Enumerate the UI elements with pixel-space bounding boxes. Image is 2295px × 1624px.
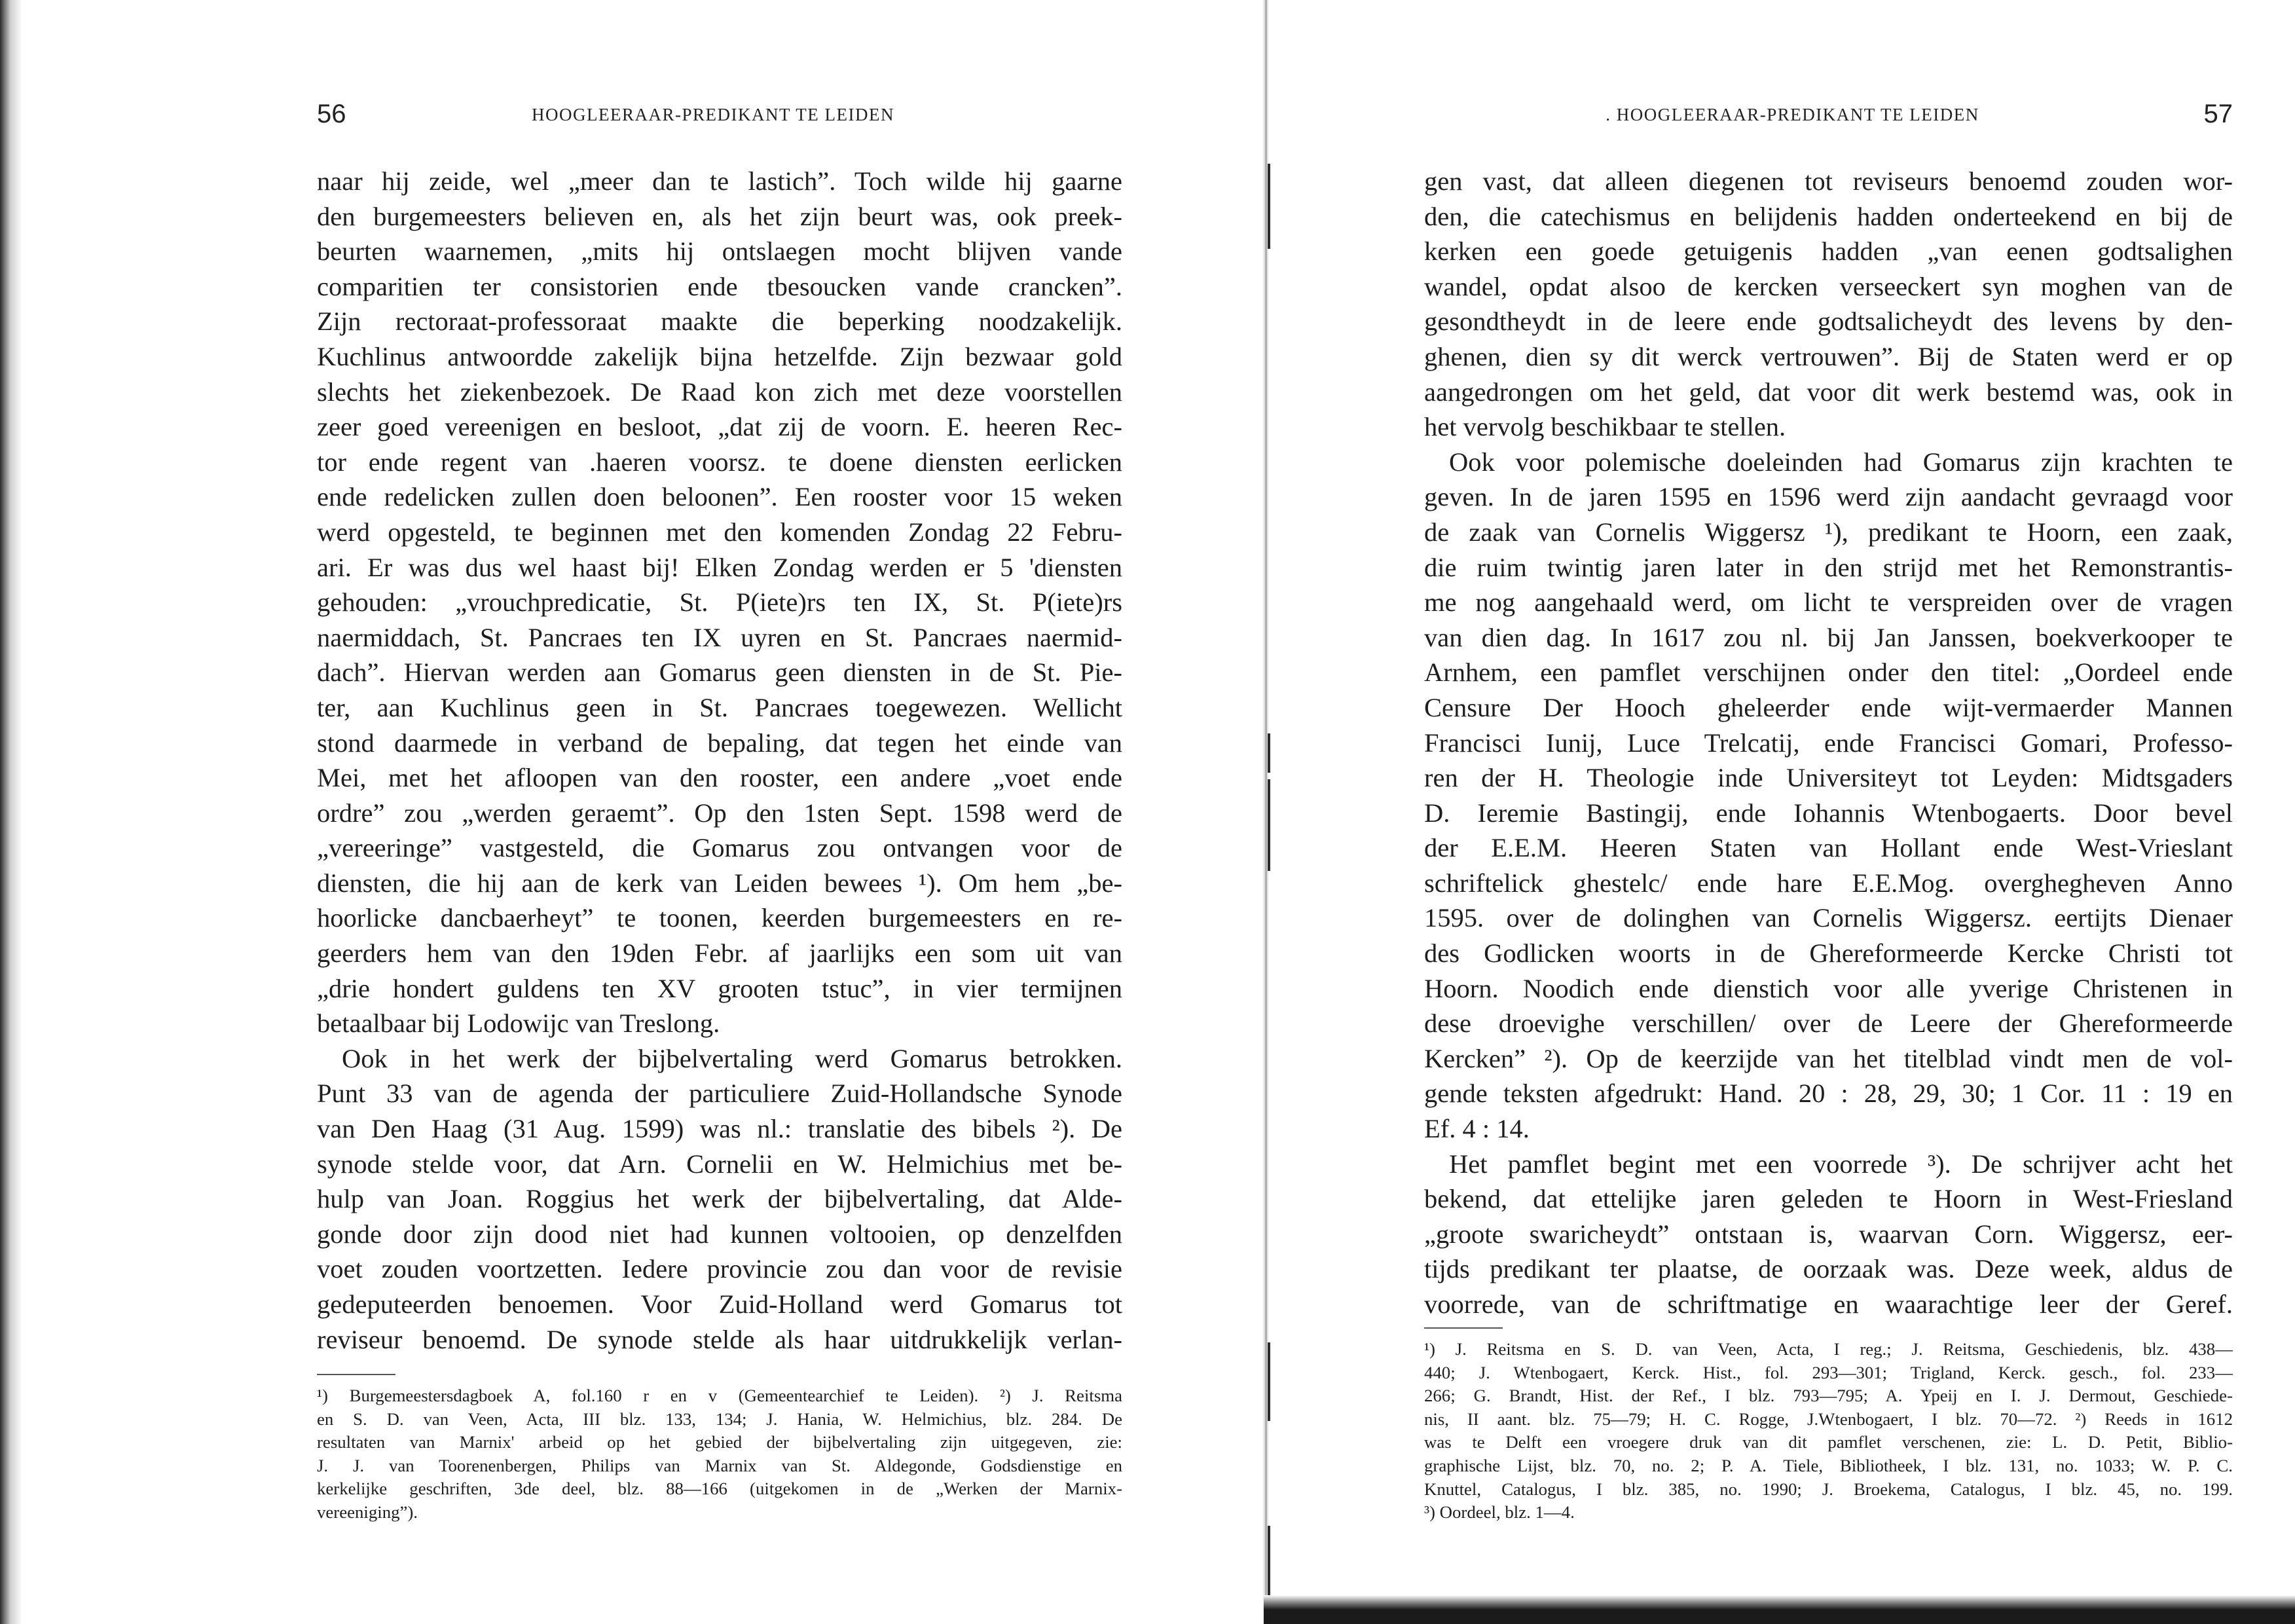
text-line: de zaak van Cornelis Wiggersz ¹), predikant te Hoorn, een zaak, bbox=[1424, 517, 2233, 547]
right-page bbox=[1424, 0, 2233, 1624]
text-line: ende redelicken zullen doen beloonen”. Een rooster voor 15 weken bbox=[317, 482, 1122, 512]
footnote-line: 440; J. Wtenbogaert, Kerck. Hist., fol. 293—301; Trigland, Kerck. gesch., fol. 233— bbox=[1424, 1362, 2233, 1382]
text-line: Zijn rectoraat-professoraat maakte die beperking noodzakelijk. bbox=[317, 306, 1122, 337]
footnote-line: J. J. van Toorenenbergen, Philips van Marnix van St. Aldegonde, Godsdienstige en bbox=[317, 1455, 1122, 1475]
footnote-line: nis, II aant. blz. 75—79; H. C. Rogge, J.Wtenbogaert, I blz. 70—72. ²) Reeds in 1612 bbox=[1424, 1409, 2233, 1429]
text-line: geerders hem van den 19den Febr. af jaarlijks een som uit van bbox=[317, 938, 1122, 969]
text-line: gesondtheydt in de leere ende godtsalicheydt des levens by den- bbox=[1424, 306, 2233, 337]
gutter-mark bbox=[1268, 779, 1270, 871]
text-line: Ook voor polemische doeleinden had Gomarus zijn krachten te bbox=[1449, 447, 2233, 477]
text-line: 1595. over de dolinghen van Cornelis Wiggersz. eertijts Dienaer bbox=[1424, 903, 2233, 933]
gutter-mark bbox=[1268, 733, 1270, 773]
text-line: hoorlicke dancbaerheyt” te toonen, keerden burgemeesters en re- bbox=[317, 903, 1122, 933]
text-line: hulp van Joan. Roggius het werk der bijbelvertaling, dat Alde- bbox=[317, 1184, 1122, 1214]
text-line: tor ende regent van .haeren voorsz. te doene diensten eerlicken bbox=[317, 447, 1122, 477]
footnote-separator bbox=[317, 1374, 395, 1375]
text-line: ter, aan Kuchlinus geen in St. Pancraes toegewezen. Wellicht bbox=[317, 692, 1122, 722]
text-line: „drie hondert guldens ten XV grooten tstuc”, in vier termijnen bbox=[317, 973, 1122, 1003]
text-line: gedeputeerden benoemen. Voor Zuid-Holland werd Gomarus tot bbox=[317, 1289, 1122, 1319]
text-line: van dien dag. In 1617 zou nl. bij Jan Janssen, boekverkooper te bbox=[1424, 622, 2233, 652]
footnote-line: graphische Lijst, blz. 70, no. 2; P. A. Tiele, Bibliotheek, I blz. 131, no. 1033; W. P. C. bbox=[1424, 1455, 2233, 1475]
text-line: werd opgesteld, te beginnen met den komenden Zondag 22 Febru- bbox=[317, 517, 1122, 547]
text-line: Ef. 4 : 14. bbox=[1424, 1114, 1530, 1144]
text-line: Hoorn. Noodich ende dienstich voor alle yverige Christenen in bbox=[1424, 973, 2233, 1003]
footnote-line: ³) Oordeel, blz. 1—4. bbox=[1424, 1502, 1575, 1522]
text-line: voorrede, van de schriftmatige en waarachtige leer der Geref. bbox=[1424, 1289, 2233, 1319]
left-page bbox=[317, 0, 1122, 1624]
scan-left-edge-shadow bbox=[0, 0, 22, 1624]
footnote-line: was te Delft een vroegere druk van dit pamflet verschenen, zie: L. D. Petit, Biblio- bbox=[1424, 1432, 2233, 1452]
text-line: gonde door zijn dood niet had kunnen voltooien, op denzelfden bbox=[317, 1219, 1122, 1249]
text-line: „groote swaricheydt” ontstaan is, waarvan Corn. Wiggersz, eer- bbox=[1424, 1219, 2233, 1249]
text-line: me nog aangehaald werd, om licht te verspreiden over de vragen bbox=[1424, 587, 2233, 618]
text-line: Kuchlinus antwoordde zakelijk bijna hetzelfde. Zijn bezwaar gold bbox=[317, 341, 1122, 371]
text-line: bekend, dat ettelijke jaren geleden te Hoorn in West-Friesland bbox=[1424, 1184, 2233, 1214]
text-line: dese droevighe verschillen/ over de Leere der Ghereformeerde bbox=[1424, 1008, 2233, 1039]
footnote-line: kerkelijke geschriften, 3de deel, blz. 88—166 (uitgekomen in de „Werken der Marnix- bbox=[317, 1479, 1122, 1499]
text-line: Francisci Iunij, Luce Trelcatij, ende Francisci Gomari, Professo- bbox=[1424, 728, 2233, 758]
text-line: dach”. Hiervan werden aan Gomarus geen diensten in de St. Pie- bbox=[317, 657, 1122, 688]
gutter-mark bbox=[1268, 164, 1270, 249]
text-line: geven. In de jaren 1595 en 1596 werd zijn aandacht gevraagd voor bbox=[1424, 482, 2233, 512]
text-line: schriftelick ghestelc/ ende hare E.E.Mog. overgheghеven Anno bbox=[1424, 868, 2233, 898]
left-running-title: HOOGLEERAAR-PREDIKANT TE LEIDEN bbox=[532, 105, 894, 124]
text-line: gende teksten afgedrukt: Hand. 20 : 28, 29, 30; 1 Cor. 11 : 19 en bbox=[1424, 1079, 2233, 1109]
text-line: den, die catechismus en belijdenis hadden onderteekend en bij de bbox=[1424, 201, 2233, 231]
text-line: wandel, opdat alsoo de kercken verseeckert syn moghen van de bbox=[1424, 271, 2233, 301]
text-line: Kercken” ²). Op de keerzijde van het titelblad vindt men de vol- bbox=[1424, 1043, 2233, 1073]
right-running-title: . HOOGLEERAAR-PREDIKANT TE LEIDEN bbox=[1606, 105, 1979, 124]
right-running-head bbox=[1424, 100, 2233, 139]
text-line: kerken een goede getuigenis hadden „van eenen godtsalighen bbox=[1424, 236, 2233, 267]
right-page-number: 57 bbox=[2203, 100, 2233, 128]
text-line: synode stelde voor, dat Arn. Cornelii en W. Helmichius met be- bbox=[317, 1149, 1122, 1179]
text-line: voet zouden voortzetten. Iedere provincie zou dan voor de revisie bbox=[317, 1254, 1122, 1284]
text-line: ren der H. Theologie inde Universiteyt tot Leyden: Midtsgaders bbox=[1424, 763, 2233, 793]
footnote-line: 266; G. Brandt, Hist. der Ref., I blz. 793—795; A. Ypeij en I. J. Dermout, Geschiede- bbox=[1424, 1386, 2233, 1406]
text-line: Arnhem, een pamflet verschijnen onder den titel: „Oordeel ende bbox=[1424, 657, 2233, 688]
left-page-number: 56 bbox=[317, 100, 346, 128]
text-line: diensten, die hij aan de kerk van Leiden bewees ¹). Om hem „be- bbox=[317, 868, 1122, 898]
text-line: gehouden: „vrouchpredicatie, St. P(iete)rs ten IX, St. P(iete)rs bbox=[317, 587, 1122, 618]
text-line: stond daarmede in verband de bepaling, dat tegen het einde van bbox=[317, 728, 1122, 758]
text-line: D. Ieremie Bastingij, ende Iohannis Wtenbogaerts. Door bevel bbox=[1424, 798, 2233, 828]
left-body-text bbox=[317, 164, 1122, 1357]
left-running-head bbox=[317, 100, 1122, 139]
text-line: „vereeringe” vastgesteld, die Gomarus zou ontvangen voor de bbox=[317, 833, 1122, 863]
footnote-line: vereeniging”). bbox=[317, 1502, 418, 1522]
text-line: ari. Er was dus wel haast bij! Elken Zondag werden er 5 'diensten bbox=[317, 552, 1122, 582]
gutter-mark bbox=[1268, 1342, 1270, 1421]
text-line: beurten waarnemen, „mits hij ontslaegen mocht blijven vande bbox=[317, 236, 1122, 267]
text-line: Mei, met het afloopen van den rooster, een andere „voet ende bbox=[317, 763, 1122, 793]
footnote-line: ¹) Burgemeestersdagboek A, fol.160 r en v (Gemeentearchief te Leiden). ²) J. Reitsma bbox=[317, 1386, 1122, 1405]
footnote-line: en S. D. van Veen, Acta, III blz. 133, 134; J. Hania, W. Helmichius, blz. 284. De bbox=[317, 1409, 1122, 1429]
left-footnotes bbox=[317, 1374, 1122, 1524]
text-line: Ook in het werk der bijbelvertaling werd Gomarus betrokken. bbox=[342, 1043, 1122, 1073]
text-line: des Godlicken woorts in de Ghereformeerde Kercke Christi tot bbox=[1424, 938, 2233, 969]
footnote-line: Knuttel, Catalogus, I blz. 385, no. 1990; J. Broekema, Catalogus, I blz. 45, no. 199. bbox=[1424, 1479, 2233, 1499]
text-line: die ruim twintig jaren later in den strijd met het Remonstrantis- bbox=[1424, 552, 2233, 582]
text-line: het vervolg beschikbaar te stellen. bbox=[1424, 412, 1786, 442]
text-line: den burgemeesters believen en, als het zijn beurt was, ook preek- bbox=[317, 201, 1122, 231]
text-line: Punt 33 van de agenda der particuliere Zuid-Hollandsche Synode bbox=[317, 1079, 1122, 1109]
footnote-line: ¹) J. Reitsma en S. D. van Veen, Acta, I reg.; J. Reitsma, Geschiedenis, blz. 438— bbox=[1424, 1339, 2233, 1359]
right-body-text bbox=[1424, 164, 2233, 1322]
text-line: betaalbaar bij Lodowijc van Treslong. bbox=[317, 1008, 720, 1039]
text-line: naar hij zeide, wel „meer dan te lastich”. Toch wilde hij gaarne bbox=[317, 166, 1122, 196]
text-line: aangedrongen om het geld, dat voor dit werk bestemd was, ook in bbox=[1424, 377, 2233, 407]
text-line: gen vast, dat alleen diegenen tot reviseurs benoemd zouden wor- bbox=[1424, 166, 2233, 196]
text-line: reviseur benoemd. De synode stelde als haar uitdrukkelijk verlan- bbox=[317, 1324, 1122, 1354]
text-line: ghenen, dien sy dit werck vertrouwen”. Bij de Staten werd er op bbox=[1424, 341, 2233, 371]
text-line: slechts het ziekenbezoek. De Raad kon zich met deze voorstellen bbox=[317, 377, 1122, 407]
text-line: Het pamflet begint met een voorrede ³). De schrijver acht het bbox=[1449, 1149, 2233, 1179]
text-line: naermiddach, St. Pancraes ten IX uyren en St. Pancraes naermid- bbox=[317, 622, 1122, 652]
footnote-line: resultaten van Marnix' arbeid op het gebied der bijbelvertaling zijn uitgegeven, zie: bbox=[317, 1432, 1122, 1452]
text-line: comparitien ter consistorien ende tbesoucken vande crancken”. bbox=[317, 271, 1122, 301]
footnote-separator bbox=[1424, 1327, 1503, 1329]
text-line: der E.E.M. Heeren Staten van Hollant ende West-Vrieslant bbox=[1424, 833, 2233, 863]
text-line: tijds predikant ter plaatse, de oorzaak was. Deze week, aldus de bbox=[1424, 1254, 2233, 1284]
text-line: zeer goed vereenigen en besloot, „dat zij de voorn. E. heeren Rec- bbox=[317, 412, 1122, 442]
right-footnotes bbox=[1424, 1327, 2233, 1524]
text-line: Censure Der Hooch gheleerder ende wijt-vermaerder Mannen bbox=[1424, 692, 2233, 722]
text-line: ordre” zou „werden geraemt”. Op den 1sten Sept. 1598 werd de bbox=[317, 798, 1122, 828]
text-line: van Den Haag (31 Aug. 1599) was nl.: translatie des bibels ²). De bbox=[317, 1114, 1122, 1144]
